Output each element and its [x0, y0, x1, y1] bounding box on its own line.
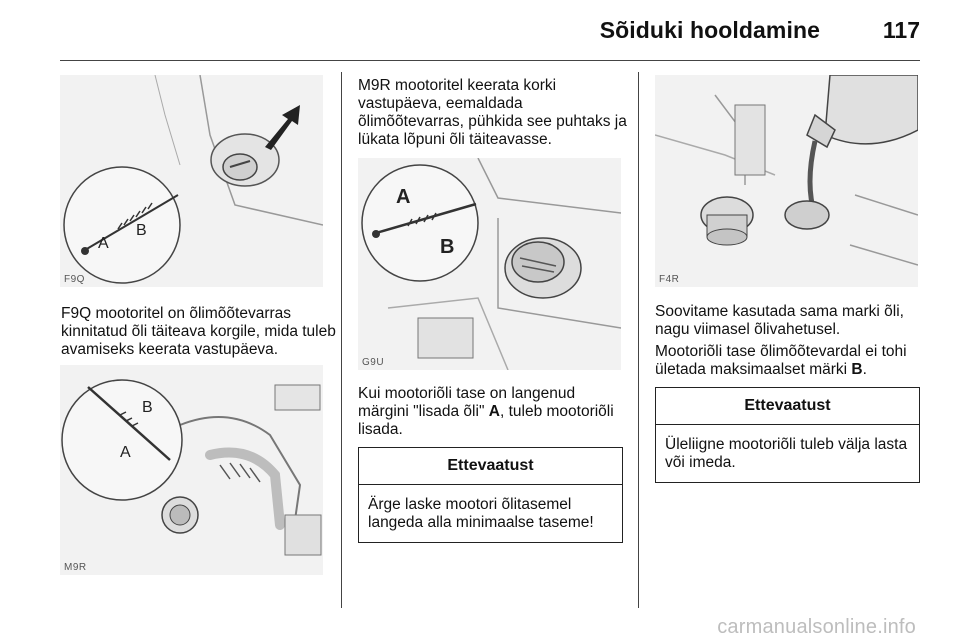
figure-m9r: [60, 365, 323, 575]
caution-text: Ärge laske mootori õlitasemel langeda alla minimaalse taseme!: [368, 496, 594, 531]
col2-paragraph-2: [358, 385, 628, 439]
col1-paragraph: F9Q mootoritel on õlimõõtevarras kinnitatud õli täiteava korgile, mida tuleb avamiseks keerata vastupäeva.: [61, 305, 336, 358]
figure-f9q-illustration: [60, 75, 323, 287]
col3-paragraph-2: [655, 343, 930, 379]
caution-box-2: [655, 387, 920, 483]
figure-code: F9Q: [64, 274, 85, 285]
page-number: 117: [882, 17, 920, 43]
figure-g9u: [358, 158, 621, 370]
caution-title: Ettevaatust: [359, 448, 622, 485]
label-a: A: [98, 235, 109, 252]
figure-m9r-illustration: [60, 365, 323, 575]
marker-b: B: [851, 361, 863, 378]
col2-paragraph-1: M9R mootoritel keerata korki vastupäeva, eemaldada õlimõõtevarras, pühkida see puhtaks ja lükata lõpuni õli täiteavasse.: [358, 77, 627, 148]
col3-paragraph-2-suffix: .: [862, 361, 867, 378]
caution-box-1: [358, 447, 623, 543]
column-divider-2: [638, 72, 639, 608]
figure-f4r: [655, 75, 918, 287]
label-b: B: [142, 399, 153, 416]
figure-g9u-illustration: [358, 158, 621, 370]
col3-paragraph-1: Soovitame kasutada sama marki õli, nagu viimasel õlivahetusel.: [655, 303, 904, 338]
figure-code: G9U: [362, 357, 385, 368]
figure-code: F4R: [659, 274, 680, 285]
figure-code: M9R: [64, 562, 87, 573]
label-b: B: [136, 222, 147, 239]
caution-title: Ettevaatust: [656, 388, 919, 425]
col2-paragraph-2-text: Kui mootoriõli tase on langenud märgini "lisada õli": [358, 385, 576, 420]
label-b: B: [440, 236, 455, 258]
page-header-title: Sõiduki hooldamine: [599, 17, 820, 43]
figure-f4r-illustration: [655, 75, 918, 287]
label-a: A: [120, 444, 131, 461]
watermark: carmanualsonline.info: [717, 616, 916, 638]
col2-paragraph-2-suffix: , tuleb mootoriõli lisada.: [358, 403, 614, 438]
caution-text: Üleliigne mootoriõli tuleb välja lasta või imeda.: [665, 436, 908, 471]
col3-paragraph-2-text: Mootoriõli tase õlimõõtevardal ei tohi ületada maksimaalset märki: [655, 343, 907, 378]
figure-f9q: [60, 75, 323, 287]
header-rule: [60, 60, 920, 61]
marker-a: A: [488, 403, 500, 420]
column-divider-1: [341, 72, 342, 608]
label-a: A: [396, 186, 411, 208]
